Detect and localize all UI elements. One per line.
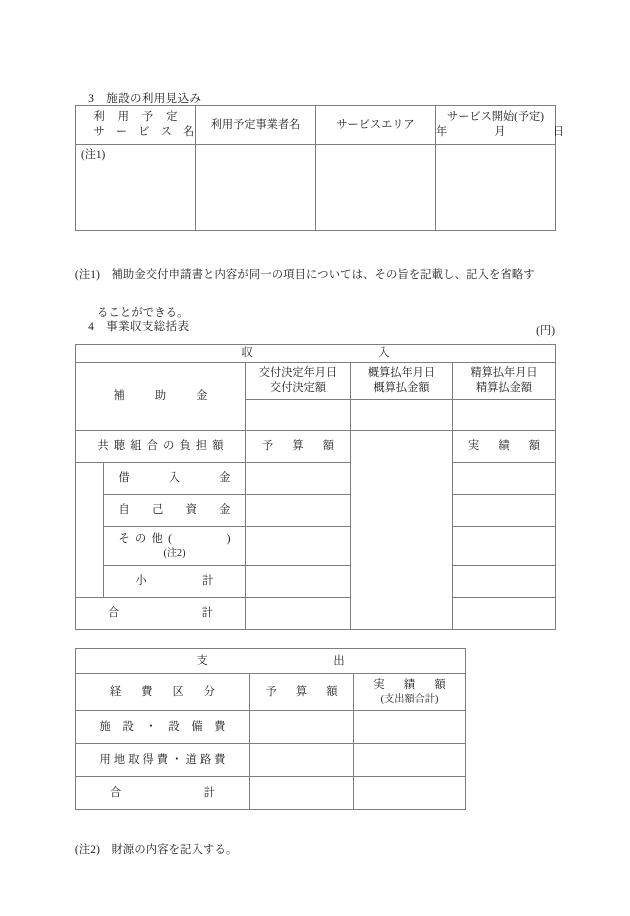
usage-header-service-start-line2: 年 月 日 <box>436 126 564 138</box>
note-2-text: 財源の内容を記入する。 <box>111 844 238 856</box>
income-row-subtotal-budget[interactable] <box>246 566 351 598</box>
income-row-total-label <box>76 598 246 630</box>
income-row-own-funds <box>76 495 556 527</box>
income-cell-estimate-payment-value[interactable] <box>351 400 453 431</box>
expense-row-facility-label <box>76 711 250 744</box>
income-row-loan-label-text: 借 入 金 <box>118 472 231 484</box>
expense-header-actual-line2: (支出額合計) <box>380 694 439 705</box>
income-header-row <box>76 363 556 400</box>
section-number-4: 4 <box>88 320 95 333</box>
income-row-loan-label <box>104 463 246 495</box>
section-title-4: 事業収支総括表 <box>106 320 190 333</box>
expense-row-total <box>76 777 466 810</box>
income-row-other-label <box>104 527 246 566</box>
income-header-estimate-payment-line2: 概算払金額 <box>373 382 430 394</box>
income-header-subsidy <box>76 363 246 431</box>
income-row-total <box>76 598 556 630</box>
income-title-cell <box>76 345 556 363</box>
usage-header-service-start <box>436 106 564 145</box>
expense-title-row <box>76 649 466 674</box>
usage-cell-note-mark: (注1) <box>81 149 106 161</box>
income-header-settlement-payment <box>453 363 556 400</box>
income-header-grant-decision-line1: 交付決定年月日 <box>258 367 338 379</box>
income-actual-label <box>453 431 556 463</box>
usage-header-row <box>76 106 556 145</box>
note-2 <box>63 822 463 879</box>
income-row-loan-actual[interactable] <box>453 463 556 495</box>
usage-header-operator-name <box>196 106 316 145</box>
expense-row-facility-budget[interactable] <box>250 711 354 744</box>
income-title-row <box>76 345 556 363</box>
income-actual-label-text: 実 績 額 <box>468 440 540 452</box>
income-row-own-funds-label-text: 自 己 資 金 <box>118 504 231 516</box>
income-header-settlement-payment-line2: 精算払金額 <box>476 382 532 394</box>
income-burden-spacer <box>76 463 104 598</box>
note-1-gap <box>100 269 111 281</box>
expense-header-actual-line1: 実 績 額 <box>373 679 446 691</box>
income-burden-label <box>76 431 246 463</box>
usage-header-service-area <box>316 106 436 145</box>
expense-row-total-label-text: 合 計 <box>110 786 215 799</box>
expense-row-land-label <box>76 744 250 777</box>
expense-header-actual <box>354 674 466 711</box>
income-estimate-payment-merged-cell[interactable] <box>351 431 453 630</box>
expense-header-category-text: 経 費 区 分 <box>110 685 215 698</box>
expense-row-facility <box>76 711 466 744</box>
expense-row-land <box>76 744 466 777</box>
note-1-label: (注1) <box>74 269 100 281</box>
expense-header-row <box>76 674 466 711</box>
section-title-3: 施設の利用見込み <box>106 92 202 105</box>
income-header-subsidy-text: 補 助 金 <box>113 390 208 402</box>
section-gap-3 <box>94 93 106 105</box>
income-row-total-budget[interactable] <box>246 598 351 630</box>
usage-header-service-name <box>76 106 196 145</box>
income-row-own-funds-label <box>104 495 246 527</box>
usage-body-row <box>76 145 556 231</box>
income-row-subtotal-label-text: 小 計 <box>135 575 214 587</box>
expense-header-budget-text: 予 算 額 <box>265 685 338 698</box>
income-row-other-note-mark: (注2) <box>163 548 186 559</box>
income-header-estimate-payment-line1: 概算払年月日 <box>367 367 436 379</box>
expense-title-cell <box>76 649 466 674</box>
expense-row-land-actual[interactable] <box>354 744 466 777</box>
expense-header-category <box>76 674 250 711</box>
expense-row-land-budget[interactable] <box>250 744 354 777</box>
income-row-own-funds-budget[interactable] <box>246 495 351 527</box>
usage-cell-service-name[interactable] <box>76 145 196 231</box>
income-row-subtotal-label <box>104 566 246 598</box>
section-heading-summary <box>75 310 189 345</box>
expense-row-total-budget[interactable] <box>250 777 354 810</box>
usage-header-service-name-line1: 利 用 予 定 <box>93 111 178 123</box>
note-2-label: (注2) <box>74 844 100 856</box>
income-header-grant-decision-line2: 交付決定額 <box>270 382 326 394</box>
income-budget-label-text: 予 算 額 <box>262 440 334 452</box>
expense-summary-table <box>75 648 466 810</box>
note-1-line2: ることができる。 <box>97 307 189 319</box>
usage-cell-service-start[interactable] <box>436 145 556 231</box>
currency-unit-label: (円) <box>536 325 555 337</box>
usage-header-operator-name-text: 利用予定事業者名 <box>210 118 301 131</box>
income-budget-label <box>246 431 351 463</box>
income-row-total-label-text: 合 計 <box>108 607 213 619</box>
usage-header-service-start-line1: サービス開始(予定) <box>447 111 544 123</box>
expense-row-total-actual[interactable] <box>354 777 466 810</box>
income-header-estimate-payment <box>351 363 453 400</box>
income-header-grant-decision <box>246 363 351 400</box>
income-burden-header-row <box>76 431 556 463</box>
income-row-own-funds-actual[interactable] <box>453 495 556 527</box>
income-row-loan-budget[interactable] <box>246 463 351 495</box>
income-row-subtotal <box>76 566 556 598</box>
income-header-settlement-payment-line1: 精算払年月日 <box>470 367 538 379</box>
income-row-subtotal-actual[interactable] <box>453 566 556 598</box>
facility-usage-table <box>75 105 564 231</box>
expense-title-text: 支出 <box>196 654 345 667</box>
expense-row-facility-label-text: 施 設 ・ 設 備 費 <box>99 720 226 733</box>
note-2-gap <box>100 844 111 856</box>
expense-header-budget <box>250 674 354 711</box>
income-title-text: 収入 <box>241 347 390 359</box>
section-number-3: 3 <box>88 92 95 105</box>
income-row-other-actual[interactable] <box>453 527 556 566</box>
usage-cell-service-area[interactable] <box>316 145 436 231</box>
income-row-loan <box>76 463 556 495</box>
usage-header-service-name-line2: サ ー ビ ス 名 <box>93 126 195 138</box>
usage-header-service-area-text: サービスエリア <box>336 118 415 131</box>
expense-row-land-label-text: 用地取得費・道路費 <box>99 753 226 766</box>
income-row-total-actual[interactable] <box>453 598 556 630</box>
note-1-line1: 補助金交付申請書と内容が同一の項目については、その旨を記載し、記入を省略す <box>111 269 535 281</box>
income-burden-label-text: 共聴組合の負担額 <box>97 440 224 452</box>
income-cell-grant-decision-value[interactable] <box>246 400 351 431</box>
income-cell-settlement-payment-value[interactable] <box>453 400 556 431</box>
income-row-other <box>76 527 556 566</box>
section-gap-4 <box>94 321 106 333</box>
expense-row-total-label <box>76 777 250 810</box>
usage-cell-operator-name[interactable] <box>196 145 316 231</box>
expense-row-facility-actual[interactable] <box>354 711 466 744</box>
income-row-other-budget[interactable] <box>246 527 351 566</box>
income-row-other-label-text: その他( ) <box>118 533 231 545</box>
income-summary-table <box>75 344 556 630</box>
